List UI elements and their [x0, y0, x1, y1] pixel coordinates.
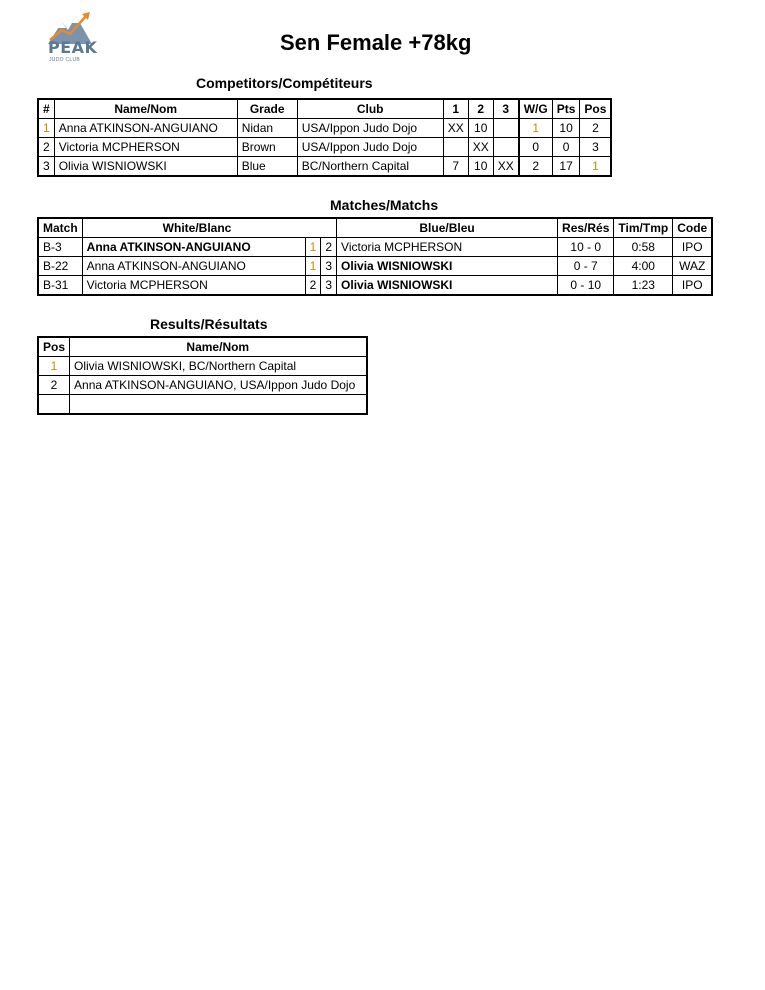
col-header: Tim/Tmp: [614, 218, 673, 238]
score-2: XX: [468, 138, 493, 157]
position: 3: [580, 138, 612, 157]
competitors-heading: Competitors/Compétiteurs: [196, 75, 373, 91]
logo-subtitle: JUDO CLUB: [49, 57, 81, 63]
blue-competitor: Olivia WISNIOWSKI: [337, 257, 558, 276]
competitor-number: 2: [38, 138, 54, 157]
score-2: 10: [468, 119, 493, 138]
table-row: [38, 238, 712, 257]
col-header: Blue/Bleu: [337, 218, 558, 238]
col-header: White/Blanc: [82, 218, 336, 238]
col-header: Res/Rés: [558, 218, 614, 238]
result-position: 1: [38, 357, 70, 376]
table-row: [38, 119, 611, 138]
match-code: WAZ: [673, 257, 713, 276]
results-header-row: [38, 337, 367, 357]
result-position: 2: [38, 376, 70, 395]
matches-header-row: [38, 218, 712, 238]
score-1: XX: [443, 119, 468, 138]
competitors-table: [37, 98, 612, 177]
white-number: 2: [305, 276, 321, 296]
matches-heading: Matches/Matchs: [330, 197, 439, 213]
col-header: Pts: [552, 99, 580, 119]
col-header: Name/Nom: [54, 99, 237, 119]
blue-number: 3: [321, 276, 337, 296]
match-time: 0:58: [614, 238, 673, 257]
match-id: B-31: [38, 276, 82, 296]
col-header: Name/Nom: [70, 337, 367, 357]
competitor-club: USA/Ippon Judo Dojo: [297, 119, 443, 138]
competitor-number: 3: [38, 157, 54, 177]
score-1: [443, 138, 468, 157]
score-3: XX: [493, 157, 519, 177]
result-name: Anna ATKINSON-ANGUIANO, USA/Ippon Judo Dojo: [70, 376, 367, 395]
wins: 2: [519, 157, 553, 177]
results-table: [37, 336, 368, 415]
white-number: 1: [305, 238, 321, 257]
competitor-name: Anna ATKINSON-ANGUIANO: [54, 119, 237, 138]
match-result: 0 - 10: [558, 276, 614, 296]
col-header: Code: [673, 218, 713, 238]
competitors-header-row: [38, 99, 611, 119]
match-code: IPO: [673, 276, 713, 296]
match-id: B-22: [38, 257, 82, 276]
position: 1: [580, 157, 612, 177]
blue-number: 2: [321, 238, 337, 257]
col-header: W/G: [519, 99, 553, 119]
score-3: [493, 138, 519, 157]
competitor-grade: Blue: [237, 157, 297, 177]
competitor-grade: Nidan: [237, 119, 297, 138]
table-row: [38, 138, 611, 157]
score-3: [493, 119, 519, 138]
table-row: [38, 376, 367, 395]
results-heading: Results/Résultats: [150, 316, 268, 332]
score-2: 10: [468, 157, 493, 177]
table-row: [38, 257, 712, 276]
blue-competitor: Victoria MCPHERSON: [337, 238, 558, 257]
col-header: 1: [443, 99, 468, 119]
match-time: 1:23: [614, 276, 673, 296]
blue-competitor: Olivia WISNIOWSKI: [337, 276, 558, 296]
col-header: #: [38, 99, 54, 119]
result-position: [38, 395, 70, 415]
wins: 1: [519, 119, 553, 138]
white-competitor: Anna ATKINSON-ANGUIANO: [82, 238, 305, 257]
points: 0: [552, 138, 580, 157]
points: 17: [552, 157, 580, 177]
competitor-grade: Brown: [237, 138, 297, 157]
matches-table: [37, 217, 713, 296]
match-time: 4:00: [614, 257, 673, 276]
white-number: 1: [305, 257, 321, 276]
club-logo: [46, 8, 98, 64]
result-name: [70, 395, 367, 415]
white-competitor: Anna ATKINSON-ANGUIANO: [82, 257, 305, 276]
blue-number: 3: [321, 257, 337, 276]
col-header: Pos: [38, 337, 70, 357]
table-row: [38, 276, 712, 296]
col-header: Club: [297, 99, 443, 119]
col-header: 2: [468, 99, 493, 119]
col-header: Match: [38, 218, 82, 238]
table-row: [38, 395, 367, 415]
page-title: Sen Female +78kg: [280, 30, 472, 55]
logo-wordmark: PEAK: [48, 38, 98, 57]
result-name: Olivia WISNIOWSKI, BC/Northern Capital: [70, 357, 367, 376]
table-row: [38, 357, 367, 376]
col-header: Grade: [237, 99, 297, 119]
competitor-name: Victoria MCPHERSON: [54, 138, 237, 157]
wins: 0: [519, 138, 553, 157]
competitor-name: Olivia WISNIOWSKI: [54, 157, 237, 177]
competitor-club: BC/Northern Capital: [297, 157, 443, 177]
white-competitor: Victoria MCPHERSON: [82, 276, 305, 296]
match-result: 0 - 7: [558, 257, 614, 276]
score-1: 7: [443, 157, 468, 177]
col-header: Pos: [580, 99, 612, 119]
match-result: 10 - 0: [558, 238, 614, 257]
col-header: 3: [493, 99, 519, 119]
points: 10: [552, 119, 580, 138]
competitor-number: 1: [38, 119, 54, 138]
match-code: IPO: [673, 238, 713, 257]
match-id: B-3: [38, 238, 82, 257]
position: 2: [580, 119, 612, 138]
competitor-club: USA/Ippon Judo Dojo: [297, 138, 443, 157]
table-row: [38, 157, 611, 177]
